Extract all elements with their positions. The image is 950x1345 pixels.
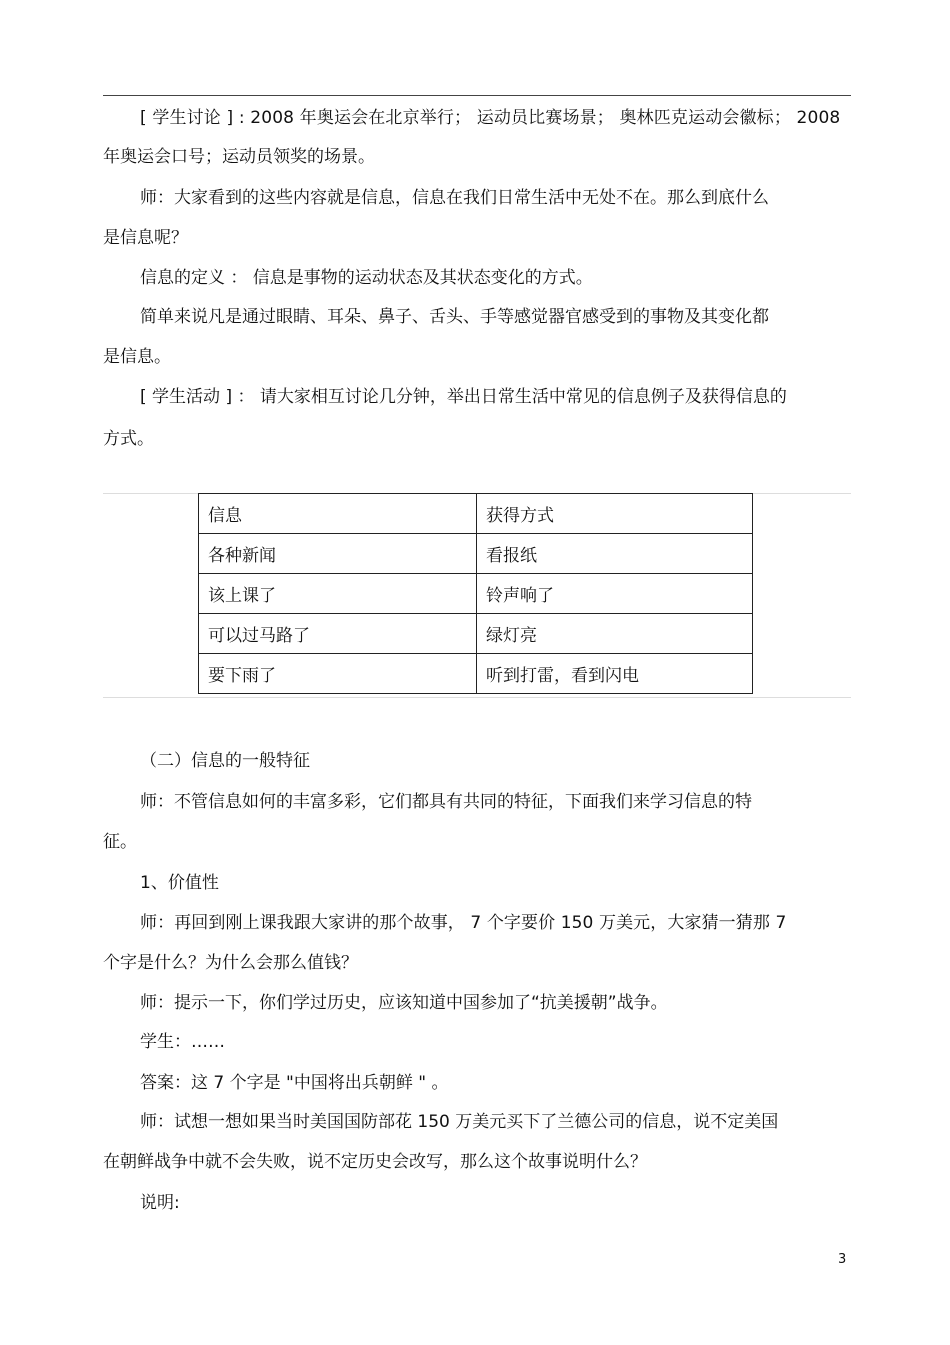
page-number: 3 — [838, 1252, 847, 1267]
table-cell: 各种新闻 — [199, 534, 477, 574]
table-cell: 该上课了 — [199, 574, 477, 614]
table-row — [199, 614, 753, 654]
table-cell: 绿灯亮 — [477, 614, 753, 654]
header-rule — [103, 95, 851, 96]
text-line: 征。 — [103, 832, 137, 852]
table-cell: 铃声响了 — [477, 574, 753, 614]
text-line: 是信息呢？ — [103, 228, 188, 248]
section-heading: （二）信息的一般特征 — [140, 751, 310, 771]
text-line: 师：再回到刚上课我跟大家讲的那个故事， 7 个字要价 150 万美元，大家猜一猜那 7 — [140, 913, 787, 933]
text-line: 方式。 — [103, 429, 154, 449]
text-line: 答案：这 7 个字是 "中国将出兵朝鲜 " 。 — [140, 1073, 449, 1093]
table-cell: 可以过马路了 — [199, 614, 477, 654]
table-row — [199, 574, 753, 614]
text-line: 在朝鲜战争中就不会失败，说不定历史会改写，那么这个故事说明什么？ — [103, 1152, 647, 1172]
text-line: 是信息。 — [103, 347, 171, 367]
text-line: 师：提示一下，你们学过历史，应该知道中国参加了“抗美援朝”战争。 — [140, 993, 668, 1013]
text-line: 个字是什么？为什么会那么值钱？ — [103, 953, 358, 973]
text-line: 学生：…… — [140, 1032, 225, 1052]
text-line: [ 学生讨论 ] : 2008 年奥运会在北京举行； 运动员比赛场景； 奥林匹克运动会徽标； 2008 — [140, 108, 841, 128]
table-cell: 要下雨了 — [199, 654, 477, 694]
text-line: 师：试想一想如果当时美国国防部花 150 万美元买下了兰德公司的信息，说不定美国 — [140, 1112, 779, 1132]
text-line: 年奥运会口号；运动员领奖的场景。 — [103, 147, 375, 167]
text-line: 师：不管信息如何的丰富多彩，它们都具有共同的特征，下面我们来学习信息的特 — [140, 792, 752, 812]
table-header-row — [199, 494, 753, 534]
text-line: 说明: — [140, 1193, 180, 1213]
info-table — [198, 493, 753, 694]
text-line: 师：大家看到的这些内容就是信息，信息在我们日常生活中无处不在。那么到底什么 — [140, 188, 769, 208]
subsection-heading: 1、价值性 — [140, 873, 219, 893]
table-cell: 信息 — [199, 494, 477, 534]
text-line: 信息的定义 ： 信息是事物的运动状态及其状态变化的方式。 — [140, 268, 593, 288]
table-cell: 获得方式 — [477, 494, 753, 534]
table-row — [199, 654, 753, 694]
table-cell: 听到打雷，看到闪电 — [477, 654, 753, 694]
table-cell: 看报纸 — [477, 534, 753, 574]
text-line: 简单来说凡是通过眼睛、耳朵、鼻子、舌头、手等感觉器官感受到的事物及其变化都 — [140, 307, 769, 327]
text-line: [ 学生活动 ] ： 请大家相互讨论几分钟，举出日常生活中常见的信息例子及获得信息的 — [140, 387, 787, 407]
table-row — [199, 534, 753, 574]
